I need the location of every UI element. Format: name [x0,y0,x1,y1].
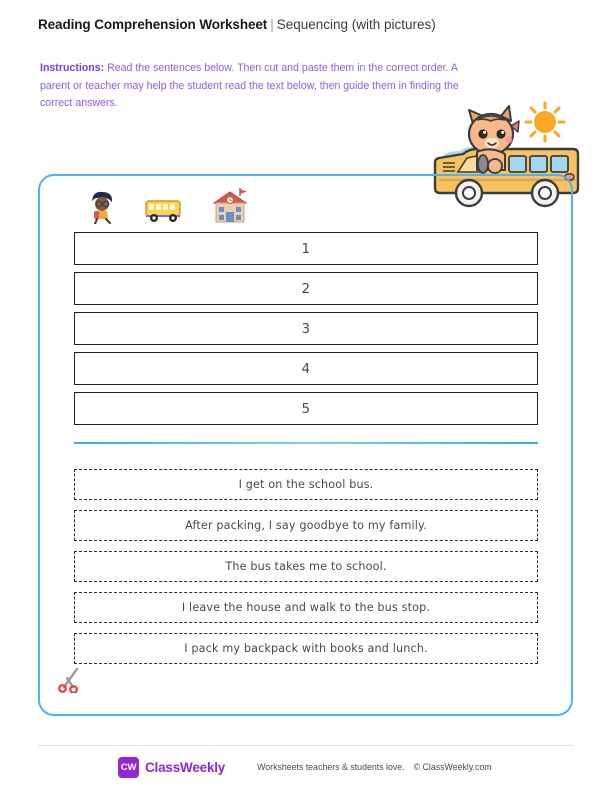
instructions-label: Instructions: [40,62,105,74]
sentence-strip-list [74,469,538,674]
brand-badge-icon: CW [118,757,139,778]
fox-driver-shape [469,106,519,173]
answer-box-number: 2 [301,280,311,297]
answer-box-list [74,232,538,432]
sentence-strip-text: The bus takes me to school. [225,560,387,573]
footer-tagline: Worksheets teachers & students love. [257,762,405,772]
answer-box-number: 4 [301,360,311,377]
sun-icon [526,103,564,141]
sentence-strip[interactable] [74,633,538,664]
answer-box[interactable] [74,232,538,265]
page-title-main: Reading Comprehension Worksheet [38,17,268,32]
sentence-strip-text: I pack my backpack with books and lunch. [184,642,428,655]
answer-box[interactable] [74,272,538,305]
sentence-strip-text: I leave the house and walk to the bus stop. [181,601,431,614]
footer-divider [38,745,574,746]
sentence-strip[interactable] [74,551,538,582]
worksheet-card [38,174,573,716]
answer-box-number: 3 [301,320,311,337]
page-title-subtitle: Sequencing (with pictures) [276,17,436,32]
sentence-strip-text: After packing, I say goodbye to my family. [185,519,427,532]
answer-box[interactable] [74,312,538,345]
sentence-strip-text: I get on the school bus. [238,478,374,491]
school-bus-icon [144,196,184,229]
student-walking-icon [86,190,118,229]
school-building-icon [210,188,250,229]
instructions-text: Read the sentences below. Then cut and paste them in the correct order. A parent or teacher may help the student read the text below, then guide them in finding the correct answers. [40,62,459,109]
answer-box[interactable] [74,352,538,385]
scissors-icon [58,665,84,698]
answer-box-number: 5 [301,400,311,417]
section-divider [74,442,538,444]
instructions-block [40,60,490,113]
cloud-icon [442,147,482,165]
picture-icon-row [86,188,250,229]
brand-name: ClassWeekly [145,759,226,775]
sentence-strip[interactable] [74,510,538,541]
title-separator: | [270,17,274,32]
footer-copyright: © ClassWeekly.com [413,762,492,772]
answer-box[interactable] [74,392,538,425]
sentence-strip[interactable] [74,592,538,623]
page-title [38,16,558,34]
sentence-strip[interactable] [74,469,538,500]
page-footer [38,753,574,781]
answer-box-number: 1 [301,240,311,257]
brand-logo [118,757,225,778]
page-header [38,16,558,34]
